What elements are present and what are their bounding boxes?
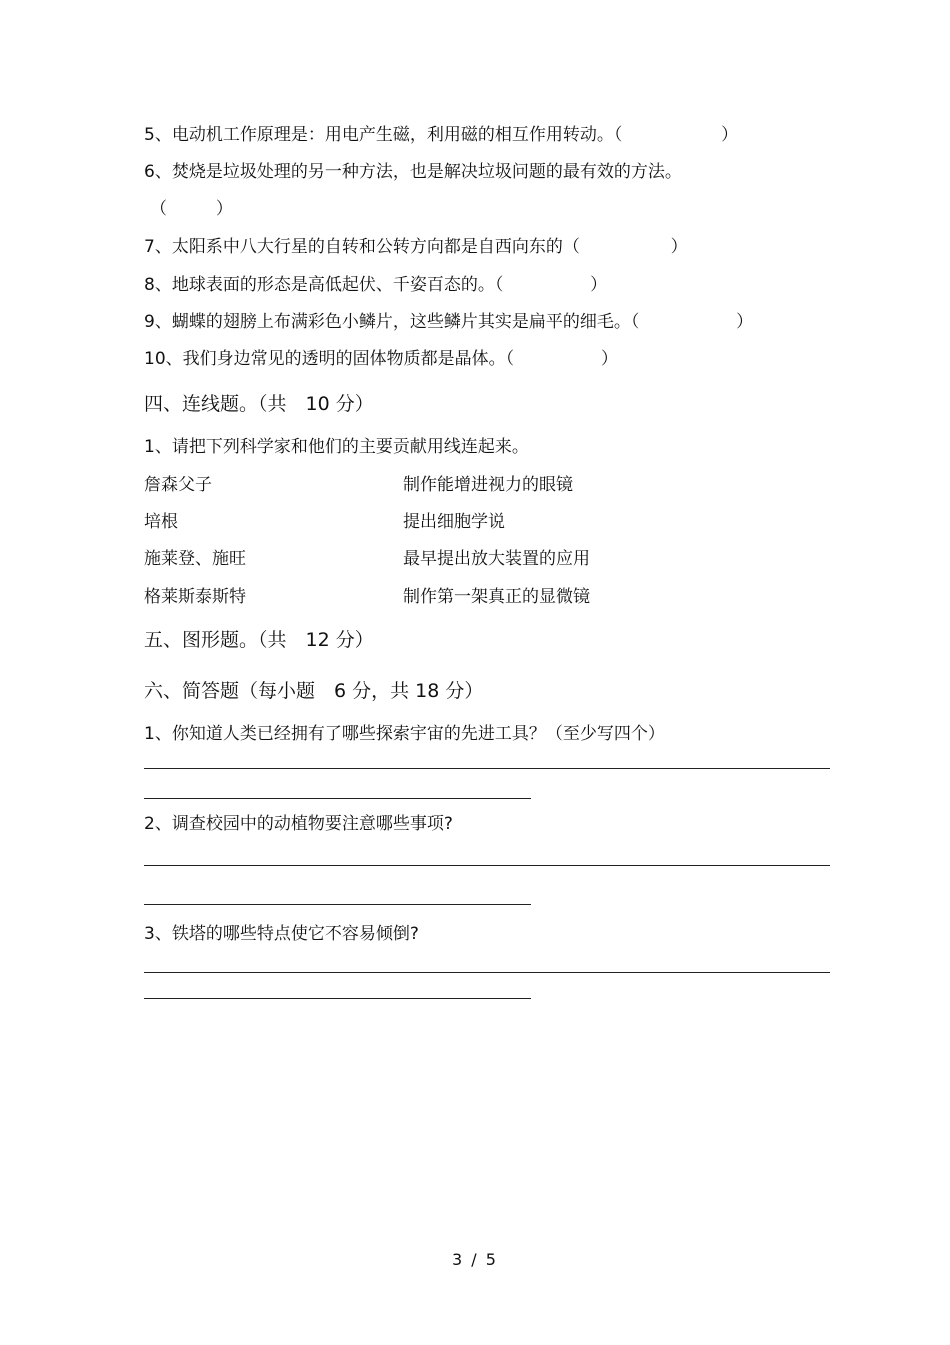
scientist-item[interactable]: 格莱斯泰斯特 [144, 587, 246, 607]
section-4-title: 四、连线题。（共 10 分） [144, 393, 374, 415]
scientist-item[interactable]: 施莱登、施旺 [144, 549, 246, 569]
tf-item-close: ） [600, 349, 618, 369]
tf-item-6-paren [150, 199, 233, 219]
tf-item-text: （ [150, 199, 167, 219]
tf-item-5 [144, 125, 738, 145]
tf-item-6 [144, 162, 682, 182]
section-5-title: 五、图形题。（共 12 分） [144, 629, 374, 651]
answer-line[interactable] [144, 865, 830, 866]
tf-item-close: ） [215, 199, 233, 219]
tf-item-close: ） [590, 275, 608, 295]
tf-item-close: ） [736, 312, 754, 332]
tf-item-8 [144, 275, 607, 295]
answer-line[interactable] [144, 998, 531, 999]
tf-item-text: 8、地球表面的形态是高低起伏、千姿百态的。（ [144, 275, 504, 295]
scientist-item[interactable]: 培根 [144, 512, 178, 532]
tf-item-text: 9、蝴蝶的翅膀上布满彩色小鳞片，这些鳞片其实是扁平的细毛。（ [144, 312, 640, 332]
contribution-item[interactable]: 提出细胞学说 [403, 512, 505, 532]
tf-item-text: 5、电动机工作原理是：用电产生磁，利用磁的相互作用转动。（ [144, 125, 623, 145]
section-4-question: 1、请把下列科学家和他们的主要贡献用线连起来。 [144, 437, 529, 457]
answer-line[interactable] [144, 798, 531, 799]
page-number: 3 / 5 [452, 1250, 498, 1269]
scientist-item[interactable]: 詹森父子 [144, 475, 212, 495]
tf-item-text: 7、太阳系中八大行星的自转和公转方向都是自西向东的（ [144, 237, 580, 257]
tf-item-close: ） [721, 125, 739, 145]
short-answer-question-1: 1、你知道人类已经拥有了哪些探索宇宙的先进工具？（至少写四个） [144, 724, 665, 744]
tf-item-10 [144, 349, 618, 369]
contribution-item[interactable]: 制作第一架真正的显微镜 [403, 587, 590, 607]
contribution-item[interactable]: 制作能增进视力的眼镜 [403, 475, 573, 495]
tf-item-7 [144, 237, 688, 257]
tf-item-close: ） [670, 237, 688, 257]
answer-line[interactable] [144, 768, 830, 769]
answer-line[interactable] [144, 972, 830, 973]
tf-item-text: 6、焚烧是垃圾处理的另一种方法，也是解决垃圾问题的最有效的方法。 [144, 162, 682, 182]
section-6-title: 六、简答题（每小题 6 分，共 18 分） [144, 680, 484, 702]
short-answer-question-3: 3、铁塔的哪些特点使它不容易倾倒? [144, 924, 419, 944]
contribution-item[interactable]: 最早提出放大装置的应用 [403, 549, 590, 569]
tf-item-9 [144, 312, 753, 332]
short-answer-question-2: 2、调查校园中的动植物要注意哪些事项? [144, 814, 453, 834]
answer-line[interactable] [144, 904, 531, 905]
tf-item-text: 10、我们身边常见的透明的固体物质都是晶体。（ [144, 349, 515, 369]
